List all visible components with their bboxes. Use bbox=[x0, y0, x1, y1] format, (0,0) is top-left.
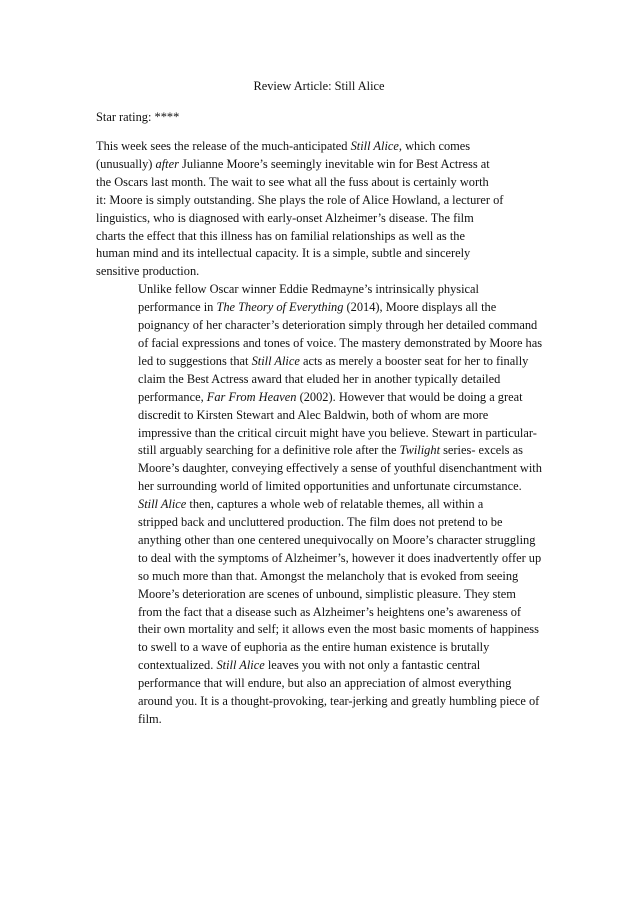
text-line bbox=[96, 281, 542, 299]
star-rating: Star rating: **** bbox=[96, 110, 180, 124]
italic-title-text: The Theory of Everything bbox=[216, 300, 344, 315]
italic-title-text: Still Alice bbox=[251, 353, 300, 368]
text-run: still arguably searching for a definitive role after the bbox=[138, 443, 400, 458]
italic-title-text: Twilight bbox=[399, 443, 441, 458]
text-line bbox=[96, 460, 542, 478]
text-run: stripped back and uncluttered production. The film does not pretend to be bbox=[138, 515, 503, 530]
text-line bbox=[96, 514, 542, 532]
text-line bbox=[96, 371, 542, 389]
text-run: to deal with the symptoms of Alzheimer’s, however it does inadvertently offer up bbox=[138, 550, 542, 565]
text-line bbox=[96, 138, 542, 156]
text-run: around you. It is a thought-provoking, tear-jerking and greatly humbling piece of bbox=[138, 694, 540, 709]
text-line bbox=[96, 657, 542, 675]
text-run: poignancy of her character’s deterioration simply through her detailed command bbox=[138, 318, 538, 333]
text-run: the Oscars last month. The wait to see what all the fuss about is certainly worth bbox=[96, 174, 489, 189]
text-run: impressive than the critical circuit might have you believe. Stewart in particular- bbox=[138, 425, 537, 440]
text-line bbox=[96, 442, 542, 460]
text-line bbox=[96, 586, 542, 604]
text-line bbox=[96, 604, 542, 622]
text-run: it: Moore is simply outstanding. She plays the role of Alice Howland, a lecturer of bbox=[96, 192, 504, 207]
article-paragraph bbox=[96, 138, 542, 281]
text-run: claim the Best Actress award that eluded her in another typically detailed bbox=[138, 371, 501, 386]
text-run: (2014), Moore displays all the bbox=[343, 300, 497, 315]
text-run: sensitive production. bbox=[96, 264, 200, 279]
text-line bbox=[96, 210, 542, 228]
text-line bbox=[96, 711, 542, 729]
italic-title-text: after bbox=[155, 156, 179, 171]
text-run: led to suggestions that bbox=[138, 353, 252, 368]
text-run: Julianne Moore’s seemingly inevitable win for Best Actress at bbox=[178, 156, 490, 171]
text-line bbox=[96, 245, 542, 263]
italic-title-text: Still Alice bbox=[138, 497, 187, 512]
text-run: (unusually) bbox=[96, 156, 156, 171]
text-line bbox=[96, 389, 542, 407]
text-run: Unlike fellow Oscar winner Eddie Redmayne’s intrinsically physical bbox=[138, 282, 479, 297]
text-run: her surrounding world of limited opportunities and unfortunate circumstance. bbox=[138, 479, 522, 494]
text-line bbox=[96, 693, 542, 711]
text-run: leaves you with not only a fantastic central bbox=[264, 658, 481, 673]
text-line bbox=[96, 675, 542, 693]
text-run: from the fact that a disease such as Alzheimer’s heightens one’s awareness of bbox=[138, 604, 522, 619]
text-line bbox=[96, 639, 542, 657]
text-run: so much more than that. Amongst the melancholy that is evoked from seeing bbox=[138, 568, 519, 583]
article-paragraph bbox=[96, 496, 542, 729]
text-run: anything other than one centered unequivocally on Moore’s character struggling bbox=[138, 532, 536, 547]
page-title: Review Article: Still Alice bbox=[253, 79, 385, 93]
text-run: performance that will endure, but also an appreciation of almost everything bbox=[138, 676, 512, 691]
text-line bbox=[96, 317, 542, 335]
text-line bbox=[96, 228, 542, 246]
text-run: contextualized. bbox=[138, 658, 217, 673]
text-line bbox=[96, 263, 542, 281]
text-line bbox=[96, 407, 542, 425]
text-run: their own mortality and self; it allows even the most basic moments of happiness bbox=[138, 622, 539, 637]
text-line bbox=[96, 568, 542, 586]
text-run: then, captures a whole web of relatable themes, all within a bbox=[186, 497, 484, 512]
text-run: Moore’s deterioration are scenes of unbound, simplistic pleasure. They stem bbox=[138, 586, 516, 601]
text-run: acts as merely a booster seat for her to finally bbox=[299, 353, 529, 368]
text-run: linguistics, who is diagnosed with early-onset Alzheimer’s disease. The film bbox=[96, 210, 474, 225]
text-run: performance, bbox=[138, 389, 207, 404]
text-run: human mind and its intellectual capacity. It is a simple, subtle and sincerely bbox=[96, 246, 471, 261]
text-line bbox=[96, 353, 542, 371]
italic-title-text: Far From Heaven bbox=[206, 389, 297, 404]
text-run: This week sees the release of the much-anticipated bbox=[96, 139, 351, 153]
text-run: discredit to Kirsten Stewart and Alec Baldwin, both of whom are more bbox=[138, 407, 489, 422]
text-line bbox=[96, 621, 542, 639]
text-line bbox=[96, 156, 542, 174]
article-paragraph bbox=[96, 281, 542, 496]
text-run: performance in bbox=[138, 300, 217, 315]
text-run: (2002). However that would be doing a great bbox=[296, 389, 523, 404]
italic-title-text: Still Alice bbox=[350, 139, 399, 153]
text-line bbox=[96, 299, 542, 317]
text-run: charts the effect that this illness has on familial relationships as well as the bbox=[96, 228, 465, 243]
text-run: series- excels as bbox=[440, 443, 523, 458]
text-run: film. bbox=[138, 712, 162, 726]
text-line bbox=[96, 550, 542, 568]
article-body bbox=[96, 138, 542, 729]
text-line bbox=[96, 174, 542, 192]
text-line bbox=[96, 425, 542, 443]
text-line bbox=[96, 496, 542, 514]
text-run: Moore’s daughter, conveying effectively a sense of youthful disenchantment with bbox=[138, 461, 542, 476]
text-line bbox=[96, 532, 542, 550]
text-line bbox=[96, 478, 542, 496]
text-run: , which comes bbox=[398, 139, 471, 153]
italic-title-text: Still Alice bbox=[216, 658, 265, 673]
text-run: of facial expressions and tones of voice. The mastery demonstrated by Moore has bbox=[138, 335, 543, 350]
text-line bbox=[96, 192, 542, 210]
text-run: to swell to a wave of euphoria as the entire human existence is brutally bbox=[138, 640, 490, 655]
text-line bbox=[96, 335, 542, 353]
